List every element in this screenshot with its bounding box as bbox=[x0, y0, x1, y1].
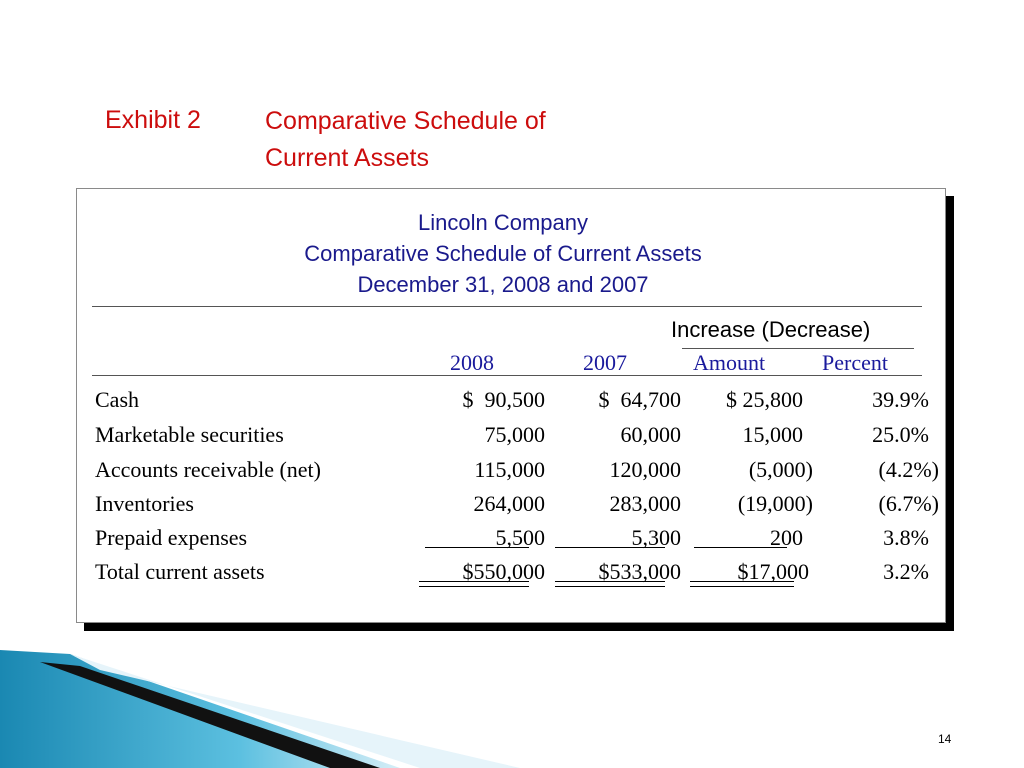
cell-2008: $ 90,500 bbox=[462, 387, 545, 412]
report-heading bbox=[77, 207, 929, 300]
col-2007-header: 2007 bbox=[583, 350, 627, 375]
cell-amount: 200 bbox=[770, 525, 803, 550]
report-date: December 31, 2008 and 2007 bbox=[357, 272, 649, 297]
cell-2008: $550,000 bbox=[462, 559, 545, 584]
prepaid-2007-underline bbox=[555, 547, 665, 548]
decorative-swoosh bbox=[0, 640, 520, 768]
cell-amount: $ 25,800 bbox=[726, 387, 803, 412]
cell-percent: 25.0% bbox=[872, 422, 929, 447]
cell-2008: 264,000 bbox=[473, 491, 545, 516]
cell-amount: (5,000) bbox=[748, 457, 813, 482]
exhibit-title-line-1: Comparative Schedule of bbox=[265, 107, 546, 135]
cell-2007: $ 64,700 bbox=[598, 387, 681, 412]
column-header-rule bbox=[92, 375, 922, 376]
increase-decrease-rule bbox=[682, 348, 914, 349]
cell-2008: 75,000 bbox=[484, 422, 545, 447]
total-2008-double-underline bbox=[419, 581, 529, 587]
col-amount-header: Amount bbox=[693, 350, 766, 375]
cell-2007: 120,000 bbox=[609, 457, 681, 482]
page-number: 14 bbox=[938, 732, 952, 746]
cell-2007: 283,000 bbox=[609, 491, 681, 516]
cell-2007: $533,000 bbox=[598, 559, 681, 584]
schedule-table-box bbox=[76, 188, 946, 623]
heading-rule bbox=[92, 306, 922, 307]
row-label: Inventories bbox=[95, 491, 194, 516]
total-amount-double-underline bbox=[690, 581, 794, 587]
col-2008-header: 2008 bbox=[450, 350, 494, 375]
cell-amount: $17,000 bbox=[737, 559, 809, 584]
row-label: Total current assets bbox=[95, 559, 265, 584]
row-label: Cash bbox=[95, 387, 139, 412]
total-2007-double-underline bbox=[555, 581, 665, 587]
prepaid-amount-underline bbox=[694, 547, 787, 548]
cell-amount: (19,000) bbox=[737, 491, 813, 516]
prepaid-2008-underline bbox=[425, 547, 529, 548]
cell-amount: 15,000 bbox=[742, 422, 803, 447]
cell-percent: (4.2%) bbox=[878, 457, 939, 482]
report-title: Comparative Schedule of Current Assets bbox=[304, 241, 702, 266]
cell-2007: 5,300 bbox=[631, 525, 681, 550]
cell-2007: 60,000 bbox=[620, 422, 681, 447]
cell-2008: 115,000 bbox=[474, 457, 545, 482]
exhibit-title bbox=[265, 103, 546, 177]
row-label: Prepaid expenses bbox=[95, 525, 248, 550]
cell-percent: 39.9% bbox=[872, 387, 929, 412]
cell-percent: 3.2% bbox=[883, 559, 929, 584]
cell-percent: 3.8% bbox=[883, 525, 929, 550]
col-percent-header: Percent bbox=[822, 350, 888, 375]
company-name: Lincoln Company bbox=[418, 210, 588, 235]
row-label: Marketable securities bbox=[95, 422, 284, 447]
cell-2008: 5,500 bbox=[495, 525, 545, 550]
row-label: Accounts receivable (net) bbox=[95, 457, 321, 482]
exhibit-title-line-2: Current Assets bbox=[265, 144, 429, 172]
cell-percent: (6.7%) bbox=[878, 491, 939, 516]
exhibit-label: Exhibit 2 bbox=[105, 106, 201, 134]
increase-decrease-header: Increase (Decrease) bbox=[671, 317, 871, 342]
